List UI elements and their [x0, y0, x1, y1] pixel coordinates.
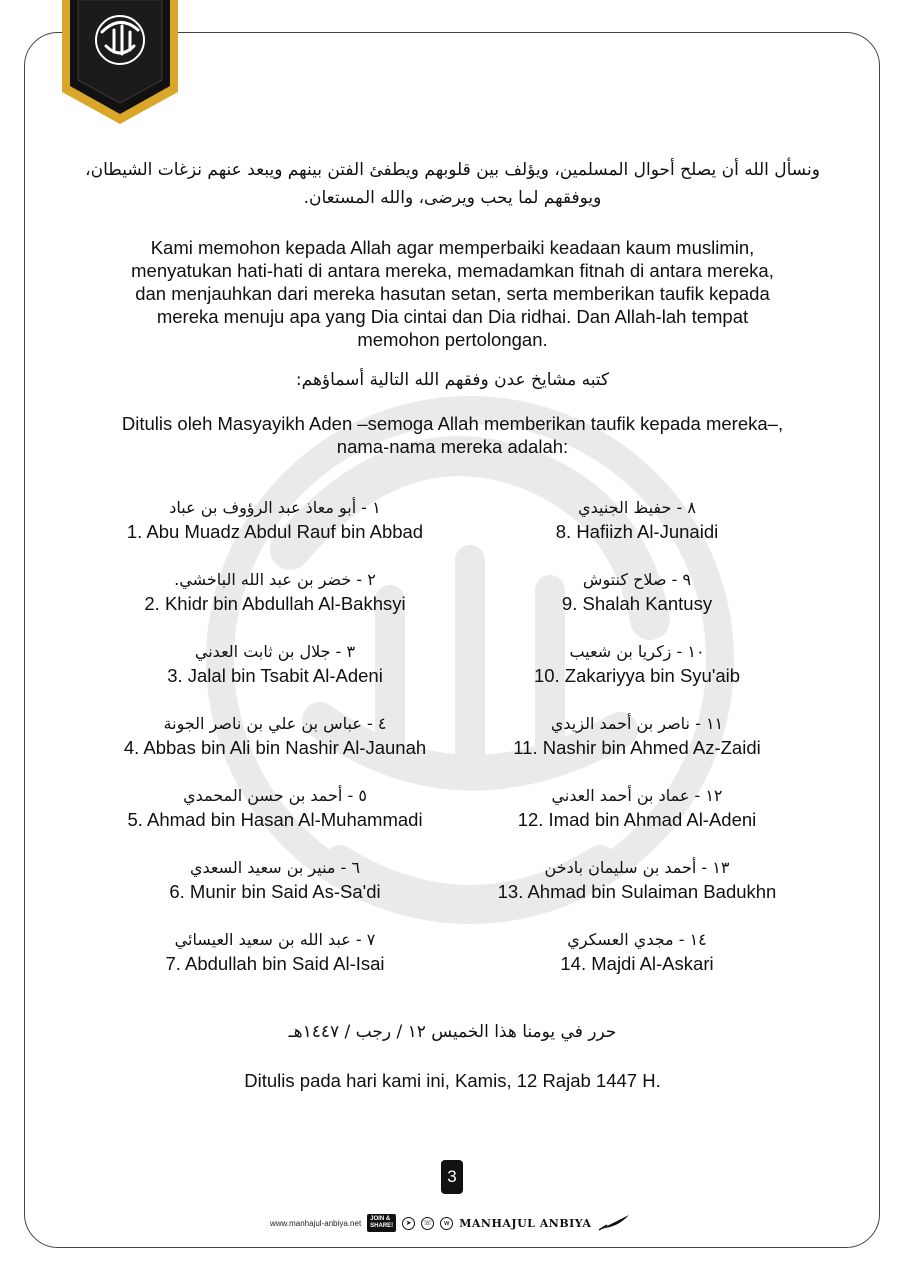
name-latin: 4. Abbas bin Ali bin Nashir Al-Jaunah	[123, 737, 427, 758]
name-latin: 2. Khidr bin Abdullah Al-Bakhsyi	[144, 593, 406, 614]
web-icon[interactable]: w	[440, 1217, 453, 1230]
list-item	[110, 640, 440, 712]
list-item	[472, 784, 802, 856]
name-arabic: ١٣ - أحمد بن سليمان بادخن	[544, 858, 730, 877]
name-latin: 6. Munir bin Said As-Sa'di	[169, 881, 381, 902]
whatsapp-icon[interactable]: ☏	[421, 1217, 434, 1230]
name-arabic: ٢ - خضر بن عبد الله الباخشي.	[174, 570, 376, 589]
list-item	[110, 928, 440, 1000]
name-arabic: ١٤ - مجدي العسكري	[567, 930, 707, 949]
name-arabic: ٤ - عباس بن علي بن ناصر الجونة	[163, 714, 387, 733]
name-latin: 10. Zakariyya bin Syu'aib	[533, 665, 741, 686]
name-latin: 8. Hafiizh Al-Junaidi	[555, 521, 719, 542]
name-arabic: ١١ - ناصر بن أحمد الزيدي	[550, 714, 724, 733]
list-item	[110, 712, 440, 784]
name-arabic: ٣ - جلال بن ثابت العدني	[194, 642, 356, 661]
list-item	[110, 784, 440, 856]
share-label-line1: JOIN &	[370, 1216, 391, 1222]
name-latin: 7. Abdullah bin Said Al-Isai	[165, 953, 385, 974]
name-arabic: ٩ - صلاح كنتوش	[582, 570, 692, 589]
page-number: 3	[441, 1160, 463, 1194]
brand-name: MANHAJUL ANBIYA	[459, 1216, 592, 1230]
footer-url-link[interactable]: www.manhajul-anbiya.net	[270, 1218, 362, 1228]
name-arabic: ٥ - أحمد بن حسن المحمدي	[183, 786, 367, 805]
arabic-prayer-paragraph: ونسأل الله أن يصلح أحوال المسلمين، ويؤلف بين قلوبهم ويطفئ الفتن بينهم ويبعد عنهم نزغات الشيطان، ويوفقهم لما يحب ويرضى، والله المستعان.	[85, 160, 820, 208]
names-column-left	[110, 496, 440, 1000]
list-item	[472, 856, 802, 928]
arabic-date-line: حرر في يومنا هذا الخميس ١٢ / رجب / ١٤٤٧هـ	[288, 1022, 617, 1042]
name-arabic: ٦ - منير بن سعيد السعدي	[189, 858, 361, 877]
list-item	[472, 640, 802, 712]
share-label-line2: SHARE!	[370, 1223, 394, 1229]
quill-pen-icon	[597, 1214, 631, 1232]
list-item	[472, 496, 802, 568]
name-latin: 13. Ahmad bin Sulaiman Badukhn	[497, 881, 777, 902]
indonesian-date-line: Ditulis pada hari kami ini, Kamis, 12 Rajab 1447 H.	[244, 1070, 661, 1091]
list-item	[110, 856, 440, 928]
list-item	[110, 496, 440, 568]
join-share-badge	[367, 1214, 396, 1232]
list-item	[110, 568, 440, 640]
name-latin: 1. Abu Muadz Abdul Rauf bin Abbad	[126, 521, 424, 542]
names-column-right	[472, 496, 802, 1000]
name-arabic: ١ - أبو معاذ عبد الرؤوف بن عباد	[169, 498, 381, 517]
list-item	[472, 712, 802, 784]
name-arabic: ١٢ - عماد بن أحمد العدني	[551, 786, 723, 805]
name-arabic: ١٠ - زكريا بن شعيب	[569, 642, 705, 661]
name-latin: 5. Ahmad bin Hasan Al-Muhammadi	[127, 809, 423, 830]
arabic-intro: كتبه مشايخ عدن وفقهم الله التالية أسماؤهم:	[295, 370, 610, 390]
telegram-icon[interactable]: ➤	[402, 1217, 415, 1230]
indonesian-intro: Ditulis oleh Masyayikh Aden –semoga Allah memberikan taufik kepada mereka–, nama-nama mereka adalah:	[121, 413, 784, 457]
name-latin: 9. Shalah Kantusy	[561, 593, 713, 614]
name-arabic: ٧ - عبد الله بن سعيد العيسائي	[174, 930, 376, 949]
name-latin: 14. Majdi Al-Askari	[560, 953, 714, 974]
name-latin: 12. Imad bin Ahmad Al-Adeni	[517, 809, 757, 830]
footer	[270, 1210, 631, 1236]
manhajul-anbiya-logo	[62, 0, 178, 126]
list-item	[472, 928, 802, 1000]
name-arabic: ٨ - حفيظ الجنيدي	[578, 498, 696, 517]
name-latin: 11. Nashir bin Ahmed Az-Zaidi	[513, 737, 761, 758]
indonesian-prayer-paragraph: Kami memohon kepada Allah agar memperbaiki keadaan kaum muslimin, menyatukan hati-hati di antara mereka, memadamkan fitnah di antara mereka, dan menjauhkan dari mereka hasutan setan, serta memberikan taufik kepada mereka menuju apa yang Dia cintai dan Dia ridhai. Dan Allah-lah tempat memohon pertolongan.	[131, 237, 774, 350]
name-latin: 3. Jalal bin Tsabit Al-Adeni	[167, 665, 383, 686]
list-item	[472, 568, 802, 640]
